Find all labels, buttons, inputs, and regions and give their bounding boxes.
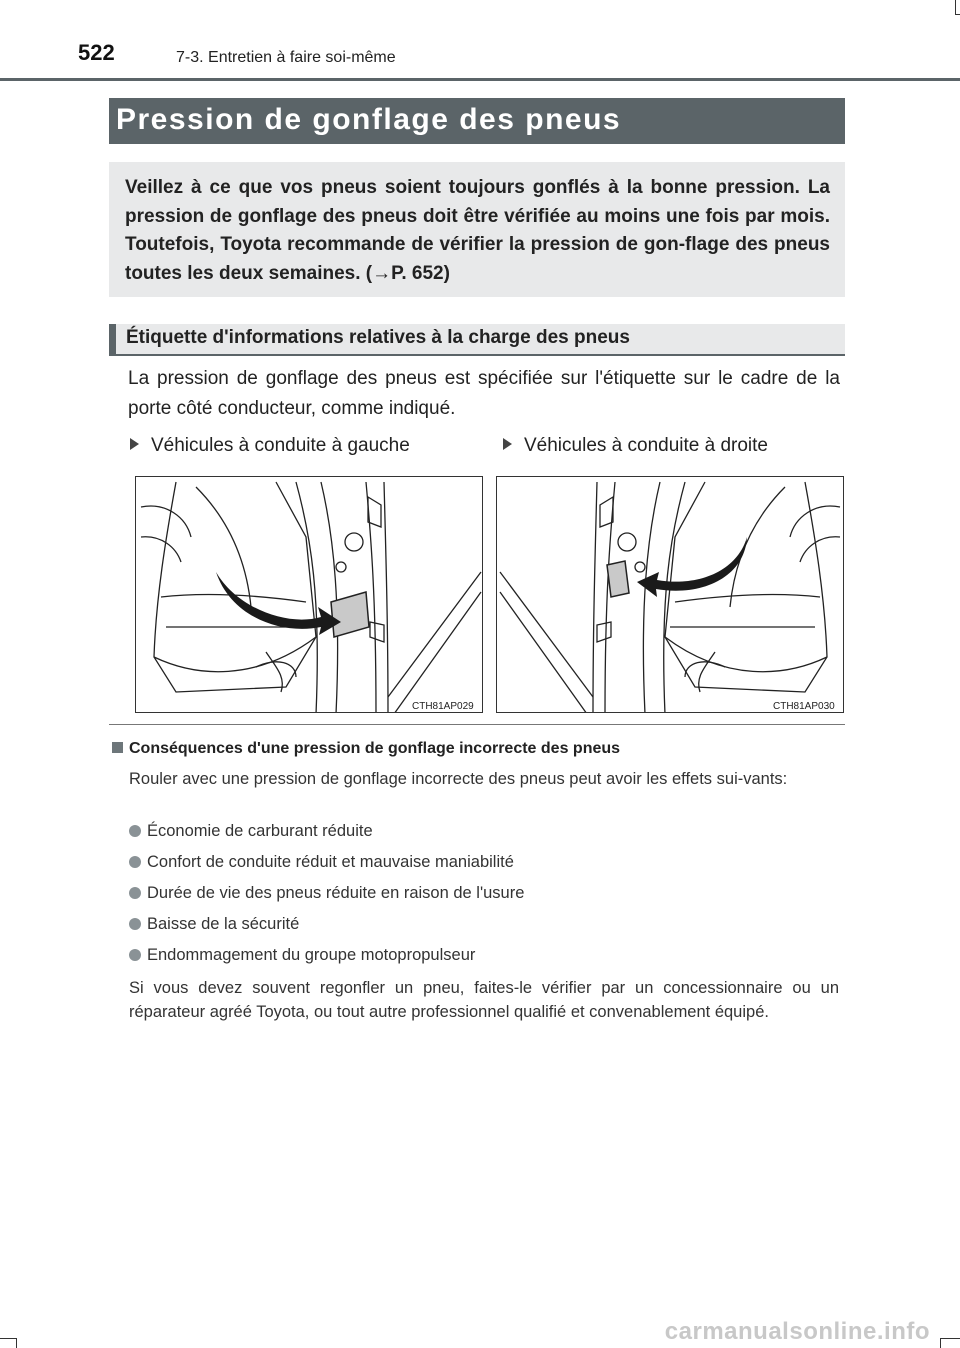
section-divider bbox=[109, 724, 845, 725]
list-item bbox=[129, 946, 475, 965]
figure-right-hand-drive bbox=[496, 476, 844, 713]
description-text: La pression de gonflage des pneus est spécifiée sur l'étiquette sur le cadre de la porte côté conducteur, comme indiqué. bbox=[128, 368, 840, 419]
bullet-icon bbox=[129, 949, 141, 961]
section-title: 7-3. Entretien à faire soi-même bbox=[176, 49, 396, 66]
crop-mark bbox=[16, 1338, 17, 1348]
list-item bbox=[129, 915, 299, 934]
page-number: 522 bbox=[78, 40, 115, 65]
crop-mark bbox=[955, 14, 960, 15]
page-title: Pression de gonflage des pneus bbox=[116, 103, 622, 136]
subheading: Étiquette d'informations relatives à la charge des pneus bbox=[126, 327, 630, 348]
list-item-text: Endommagement du groupe motopropulseur bbox=[147, 946, 476, 964]
door-frame-illustration-left bbox=[136, 477, 483, 713]
consequences-heading bbox=[112, 740, 620, 758]
crop-mark bbox=[940, 1338, 941, 1348]
caption-left-text: Véhicules à conduite à gauche bbox=[151, 435, 410, 456]
bullet-icon bbox=[129, 918, 141, 930]
square-bullet-icon bbox=[112, 742, 123, 753]
crop-mark bbox=[955, 0, 956, 14]
door-frame-illustration-right bbox=[497, 477, 844, 713]
figure-left-hand-drive bbox=[135, 476, 483, 713]
bullet-icon bbox=[129, 825, 141, 837]
header-divider bbox=[0, 78, 960, 81]
list-item-text: Baisse de la sécurité bbox=[147, 915, 300, 933]
crop-mark bbox=[940, 1338, 960, 1339]
list-item bbox=[129, 853, 514, 872]
intro-text: Veillez à ce que vos pneus soient toujours gonflés à la bonne pression. La pression de gonflage des pneus doit être vérifiée au moins une fois par mois. Toutefois, Toyota recommande de vérifier la pression de gon-flage des pneus toutes les deux semaines. (→P. 652) bbox=[125, 177, 830, 284]
consequences-intro: Rouler avec une pression de gonflage incorrecte des pneus peut avoir les effets sui-vants: bbox=[129, 770, 788, 788]
bullet-icon bbox=[129, 887, 141, 899]
triangle-icon bbox=[130, 438, 139, 450]
figure-code-left: CTH81AP029 bbox=[412, 701, 474, 712]
caption-right-text: Véhicules à conduite à droite bbox=[524, 435, 768, 456]
list-item bbox=[129, 822, 373, 841]
figure-code-right: CTH81AP030 bbox=[773, 701, 835, 712]
list-item bbox=[129, 884, 524, 903]
consequences-outro: Si vous devez souvent regonfler un pneu, faites-le vérifier par un concessionnaire ou un réparateur agréé Toyota, ou tout autre professionnel qualifié et convenablement équipé. bbox=[129, 979, 839, 1021]
crop-mark bbox=[0, 1338, 16, 1339]
watermark: carmanualsonline.info bbox=[664, 1318, 930, 1345]
list-item-text: Économie de carburant réduite bbox=[147, 822, 373, 840]
consequences-heading-text: Conséquences d'une pression de gonflage incorrecte des pneus bbox=[129, 740, 621, 757]
list-item-text: Confort de conduite réduit et mauvaise maniabilité bbox=[147, 853, 514, 871]
caption-left bbox=[130, 435, 410, 457]
list-item-text: Durée de vie des pneus réduite en raison de l'usure bbox=[147, 884, 525, 902]
bullet-icon bbox=[129, 856, 141, 868]
triangle-icon bbox=[503, 438, 512, 450]
caption-right bbox=[503, 435, 768, 457]
